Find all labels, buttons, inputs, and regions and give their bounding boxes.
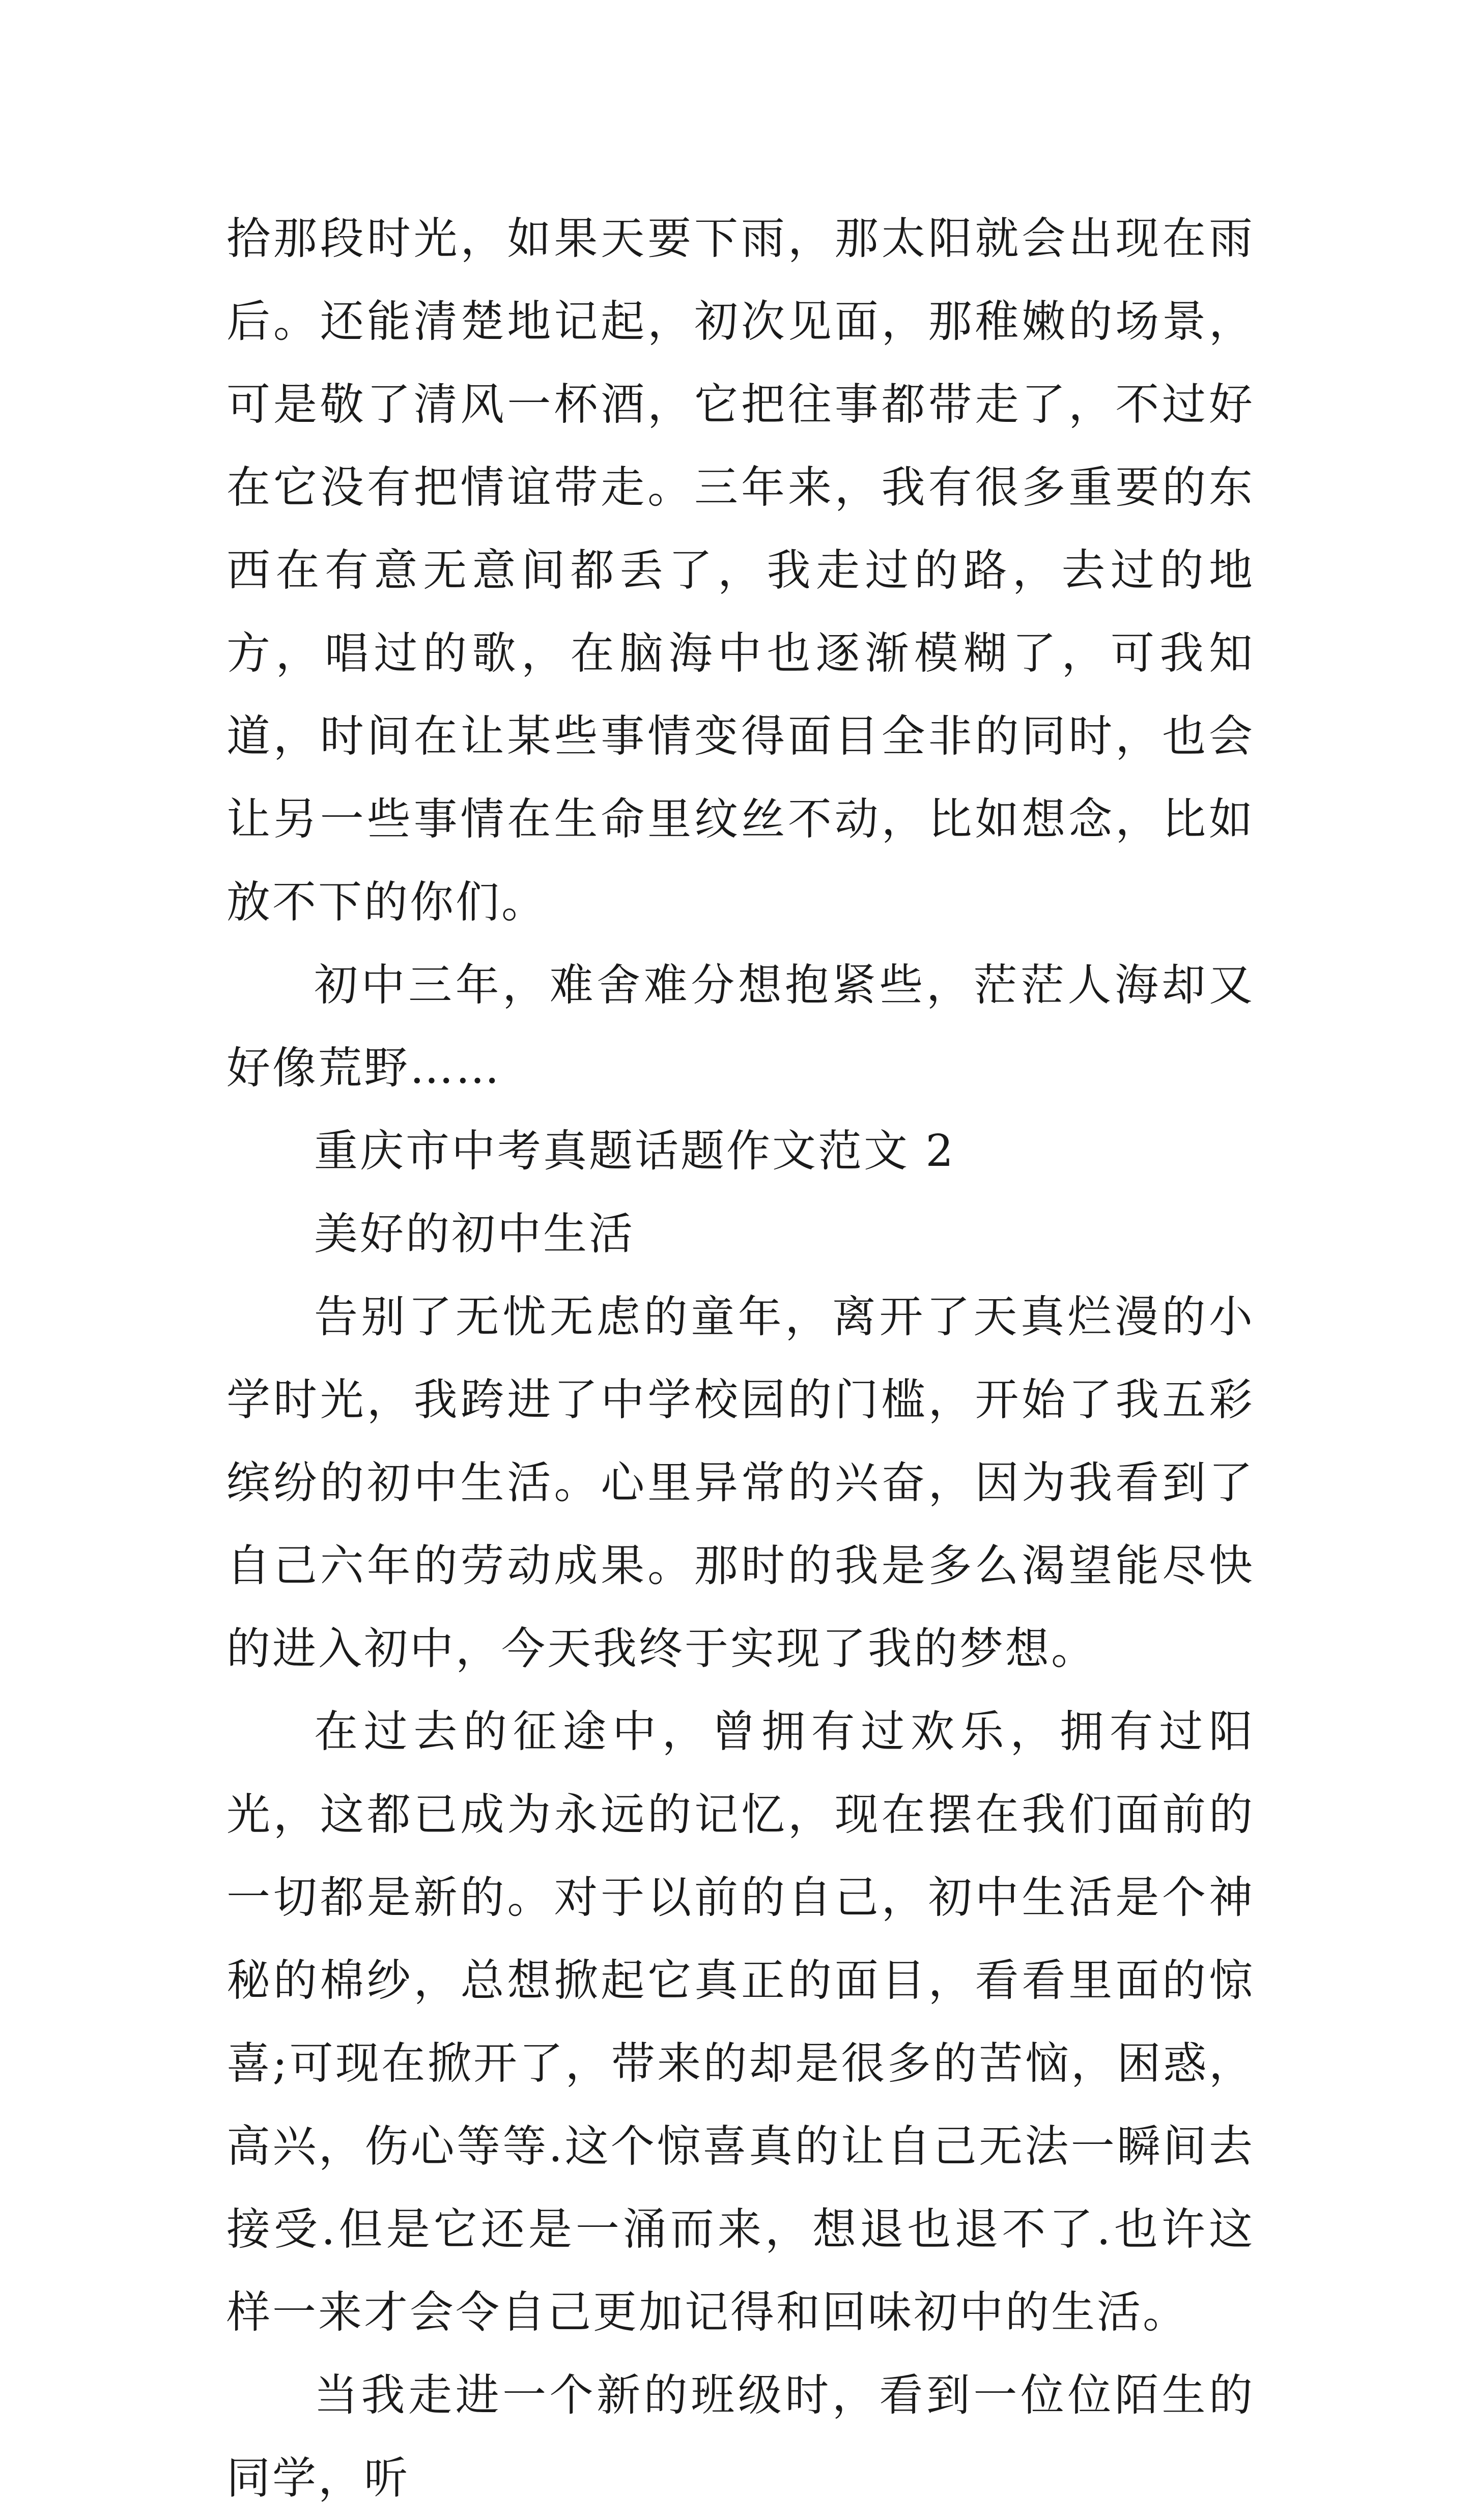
essay-title: 美好的初中生活 bbox=[314, 1209, 635, 1259]
paragraph-continuation: 拾那段时光，如果天要下雨，那太阳就会出现在雨后。还能清楚地记起，初次见面，那稚嫩的场景，可是敬了清风一杯酒，它把往事都带走了，不过好在它没有把情谊带走。三年来，我有很多重要的东西在有意无意间都丢了，我走过的路，去过的地方，唱过的歌，在脑海中也逐渐模糊了，可我知道，时间在让某些事情变得面目全非的同时，也会让另一些事情在生命里纹丝不动，比如想念，比如放不下的你们。 bbox=[226, 213, 1255, 928]
paragraph-farewell: 初中三年，难舍难分想抱紧些，茫茫人海却又好像荒野…… bbox=[226, 960, 1255, 1094]
paragraph-new-class: 当我走进一个新的班级时，看到一位位陌生的同学，听 bbox=[226, 2370, 1255, 2504]
paragraph-journey: 在过去的征途中，曾拥有过欢乐，拥有过阳光，这都已成为永远的记忆，现在摆在我们面前的一切都是新的。对于以前的自己，初中生活是个神秘的棉纱，总想掀起它真正的面目，看看里面的惊喜;可现在掀开了，带来的却是很多的苦恼，困惑，高兴，伤心等等.这个惊喜真的让自己无法一瞬间去接受.但是它还是一涌而来，想退也退不了.也许这样一来才会令自己更加记得和回味初中的生活。 bbox=[226, 1706, 1255, 2338]
document-body bbox=[226, 197, 1255, 2520]
essay-heading: 重庆市中考真题话题作文范文 2 bbox=[314, 1126, 956, 1177]
paragraph-intro: 告别了无忧无虑的童年，离开了天真烂漫的小学时光，我跨进了中学校园的门槛，开始了我五彩缤纷的初中生活。心里异常的兴奋，因为我看到了自己六年的劳动成果。那时的我是多么渴望能尽快的进入初中，今天我终于实现了我的梦想。 bbox=[226, 1292, 1255, 1674]
